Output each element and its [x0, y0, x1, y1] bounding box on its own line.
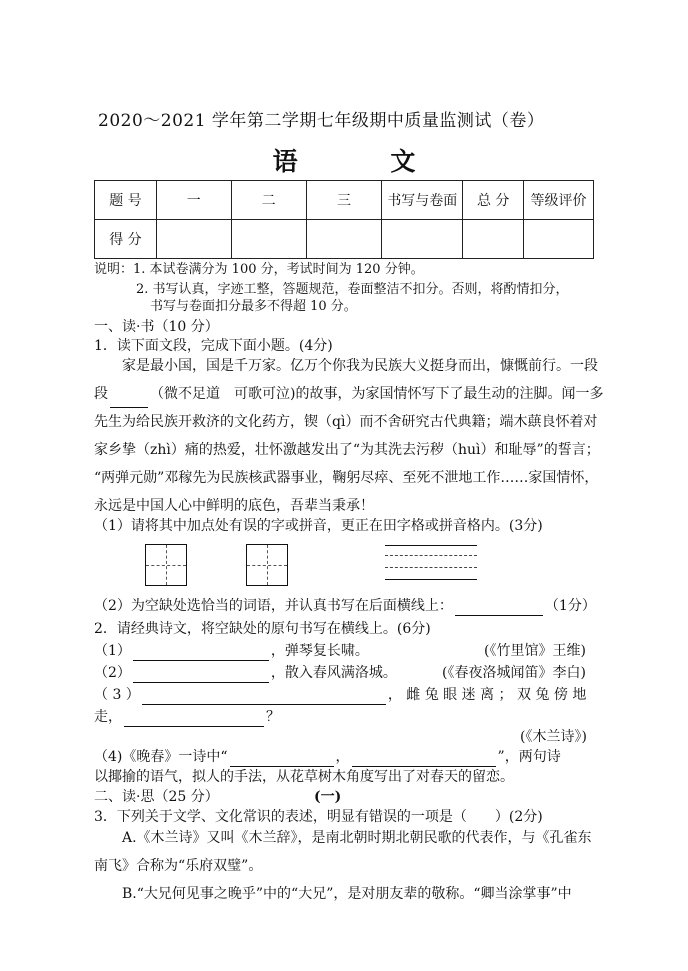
item-number: （1） — [94, 643, 131, 659]
table-cell: 等级评价 — [524, 181, 594, 220]
table-cell: 题 号 — [95, 181, 157, 220]
section-heading: 一、读·书（10 分） — [94, 319, 219, 335]
score-table-header-row — [95, 181, 594, 220]
passage-line: 永远是中国人心中鲜明的底色，吾辈当秉承！ — [94, 498, 374, 514]
exam-title: 2020～2021 学年第二学期七年级期中质量监测试（卷） — [98, 111, 545, 131]
poem-line-4 — [94, 747, 604, 767]
table-cell: 二 — [231, 181, 306, 220]
score-cell[interactable] — [156, 220, 231, 259]
passage-text: 段 — [94, 386, 108, 402]
score-cell[interactable] — [524, 220, 594, 259]
score-cell[interactable] — [231, 220, 306, 259]
score-table — [94, 180, 594, 259]
item-number: （2） — [94, 665, 131, 681]
poem-source: (《竹里馆》王维) — [484, 643, 586, 659]
option-b[interactable]: B.“大兄何见事之晚乎”中的“大兄”，是对朋友辈的敬称。“卿当涂掌事”中 — [122, 886, 572, 902]
sub-question: （1）请将其中加点处有误的字或拼音，更正在田字格或拼音格内。(3分) — [94, 518, 543, 534]
question-stem: 1．读下面文段，完成下面小题。(4分) — [94, 338, 333, 354]
poem-source: (《春夜洛城闻笛》李白) — [442, 665, 586, 681]
table-cell: 总 分 — [463, 181, 524, 220]
item-number: （ 3 ） — [94, 687, 140, 703]
tianzige-box[interactable] — [246, 544, 288, 586]
poem-text: ， — [335, 749, 350, 765]
answer-blank[interactable] — [133, 682, 269, 683]
passage-text: （微不足道 可歌可泣)的故事，为家国情怀写下了最生动的注脚。闻一多 — [150, 386, 604, 402]
question-stem: 2．请经典诗文，将空缺处的原句书写在横线上。(6分) — [94, 621, 431, 637]
poem-source: (《木兰诗》) — [520, 729, 587, 745]
section-heading: 二、读·思（25 分） — [94, 789, 219, 805]
passage-line — [94, 380, 604, 408]
sub-question-text: （2）为空缺处选恰当的词语，并认真书写在后面横线上： — [94, 598, 453, 614]
passage-line: 家是最小国，国是千万家。亿万个你我为民族大义挺身而出，慷慨前行。一段 — [122, 358, 598, 374]
score-cell[interactable] — [382, 220, 463, 259]
tianzige-box[interactable] — [145, 544, 187, 586]
score-table-score-row — [95, 220, 594, 259]
sub-question — [94, 596, 604, 616]
question-stem: 3．下列关于文学、文化常识的表述，明显有错误的一项是（ ）(2分) — [94, 809, 543, 825]
table-cell: 三 — [306, 181, 382, 220]
answer-blank[interactable] — [133, 660, 269, 661]
part-label: (一) — [314, 789, 342, 805]
note-line: 书写与卷面扣分最多不得超 10 分。 — [150, 299, 357, 314]
table-cell: 一 — [156, 181, 231, 220]
passage-line: “两弹元勋”邓稼先为民族核武器事业，鞠躬尽瘁、至死不泄地工作……家国情怀， — [94, 470, 599, 486]
poem-text: ，弹琴复长啸。 — [270, 643, 369, 659]
answer-blank[interactable] — [142, 704, 386, 705]
poem-text: ？ — [266, 709, 280, 725]
score-cell[interactable] — [463, 220, 524, 259]
table-cell: 得 分 — [95, 220, 157, 259]
poem-text: ”，两句诗 — [497, 749, 561, 765]
answer-blank[interactable] — [124, 726, 264, 727]
poem-line-3b — [94, 707, 604, 727]
option-a[interactable]: A.《木兰诗》又叫《木兰辞》，是南北朝时期北朝民歌的代表作，与《孔雀东 — [122, 830, 592, 846]
note-line: 说明：1. 本试卷满分为 100 分，考试时间为 120 分钟。 — [94, 262, 424, 277]
pinyin-grid[interactable] — [385, 545, 477, 581]
passage-line: 家乡挚（zhì）痛的热爱，壮怀激越发出了“为其洗去污秽（huì）和耻辱”的誓言； — [94, 442, 600, 458]
passage-line: 先生为给民族开救济的文化药方，锲（qì）而不舍研究古代典籍；端木蕻良怀着对 — [94, 414, 598, 430]
poem-text: ，散入春风满洛城。 — [270, 665, 397, 681]
poem-text: ， 雌 兔 眼 迷 离 ； 双 兔 傍 地 — [387, 687, 587, 703]
poem-line-3 — [94, 685, 604, 705]
score-cell[interactable] — [306, 220, 382, 259]
option-a-cont: 南飞》合称为“乐府双璧”。 — [94, 858, 263, 874]
subject-title: 语 文 — [272, 147, 458, 176]
points-label: （1分） — [544, 598, 596, 614]
poem-line-4b: 以揶揄的语气，拟人的手法，从花草树木角度写出了对春天的留恋。 — [94, 769, 514, 785]
poem-text: 走， — [94, 709, 122, 725]
poem-text: （4)《晚春》一诗中“ — [94, 749, 228, 765]
note-line: 2. 书写认真，字迹工整，答题规范，卷面整洁不扣分。否则，将酌情扣分， — [136, 282, 569, 297]
table-cell: 书写与卷面 — [382, 181, 463, 220]
answer-blank[interactable] — [455, 615, 543, 616]
